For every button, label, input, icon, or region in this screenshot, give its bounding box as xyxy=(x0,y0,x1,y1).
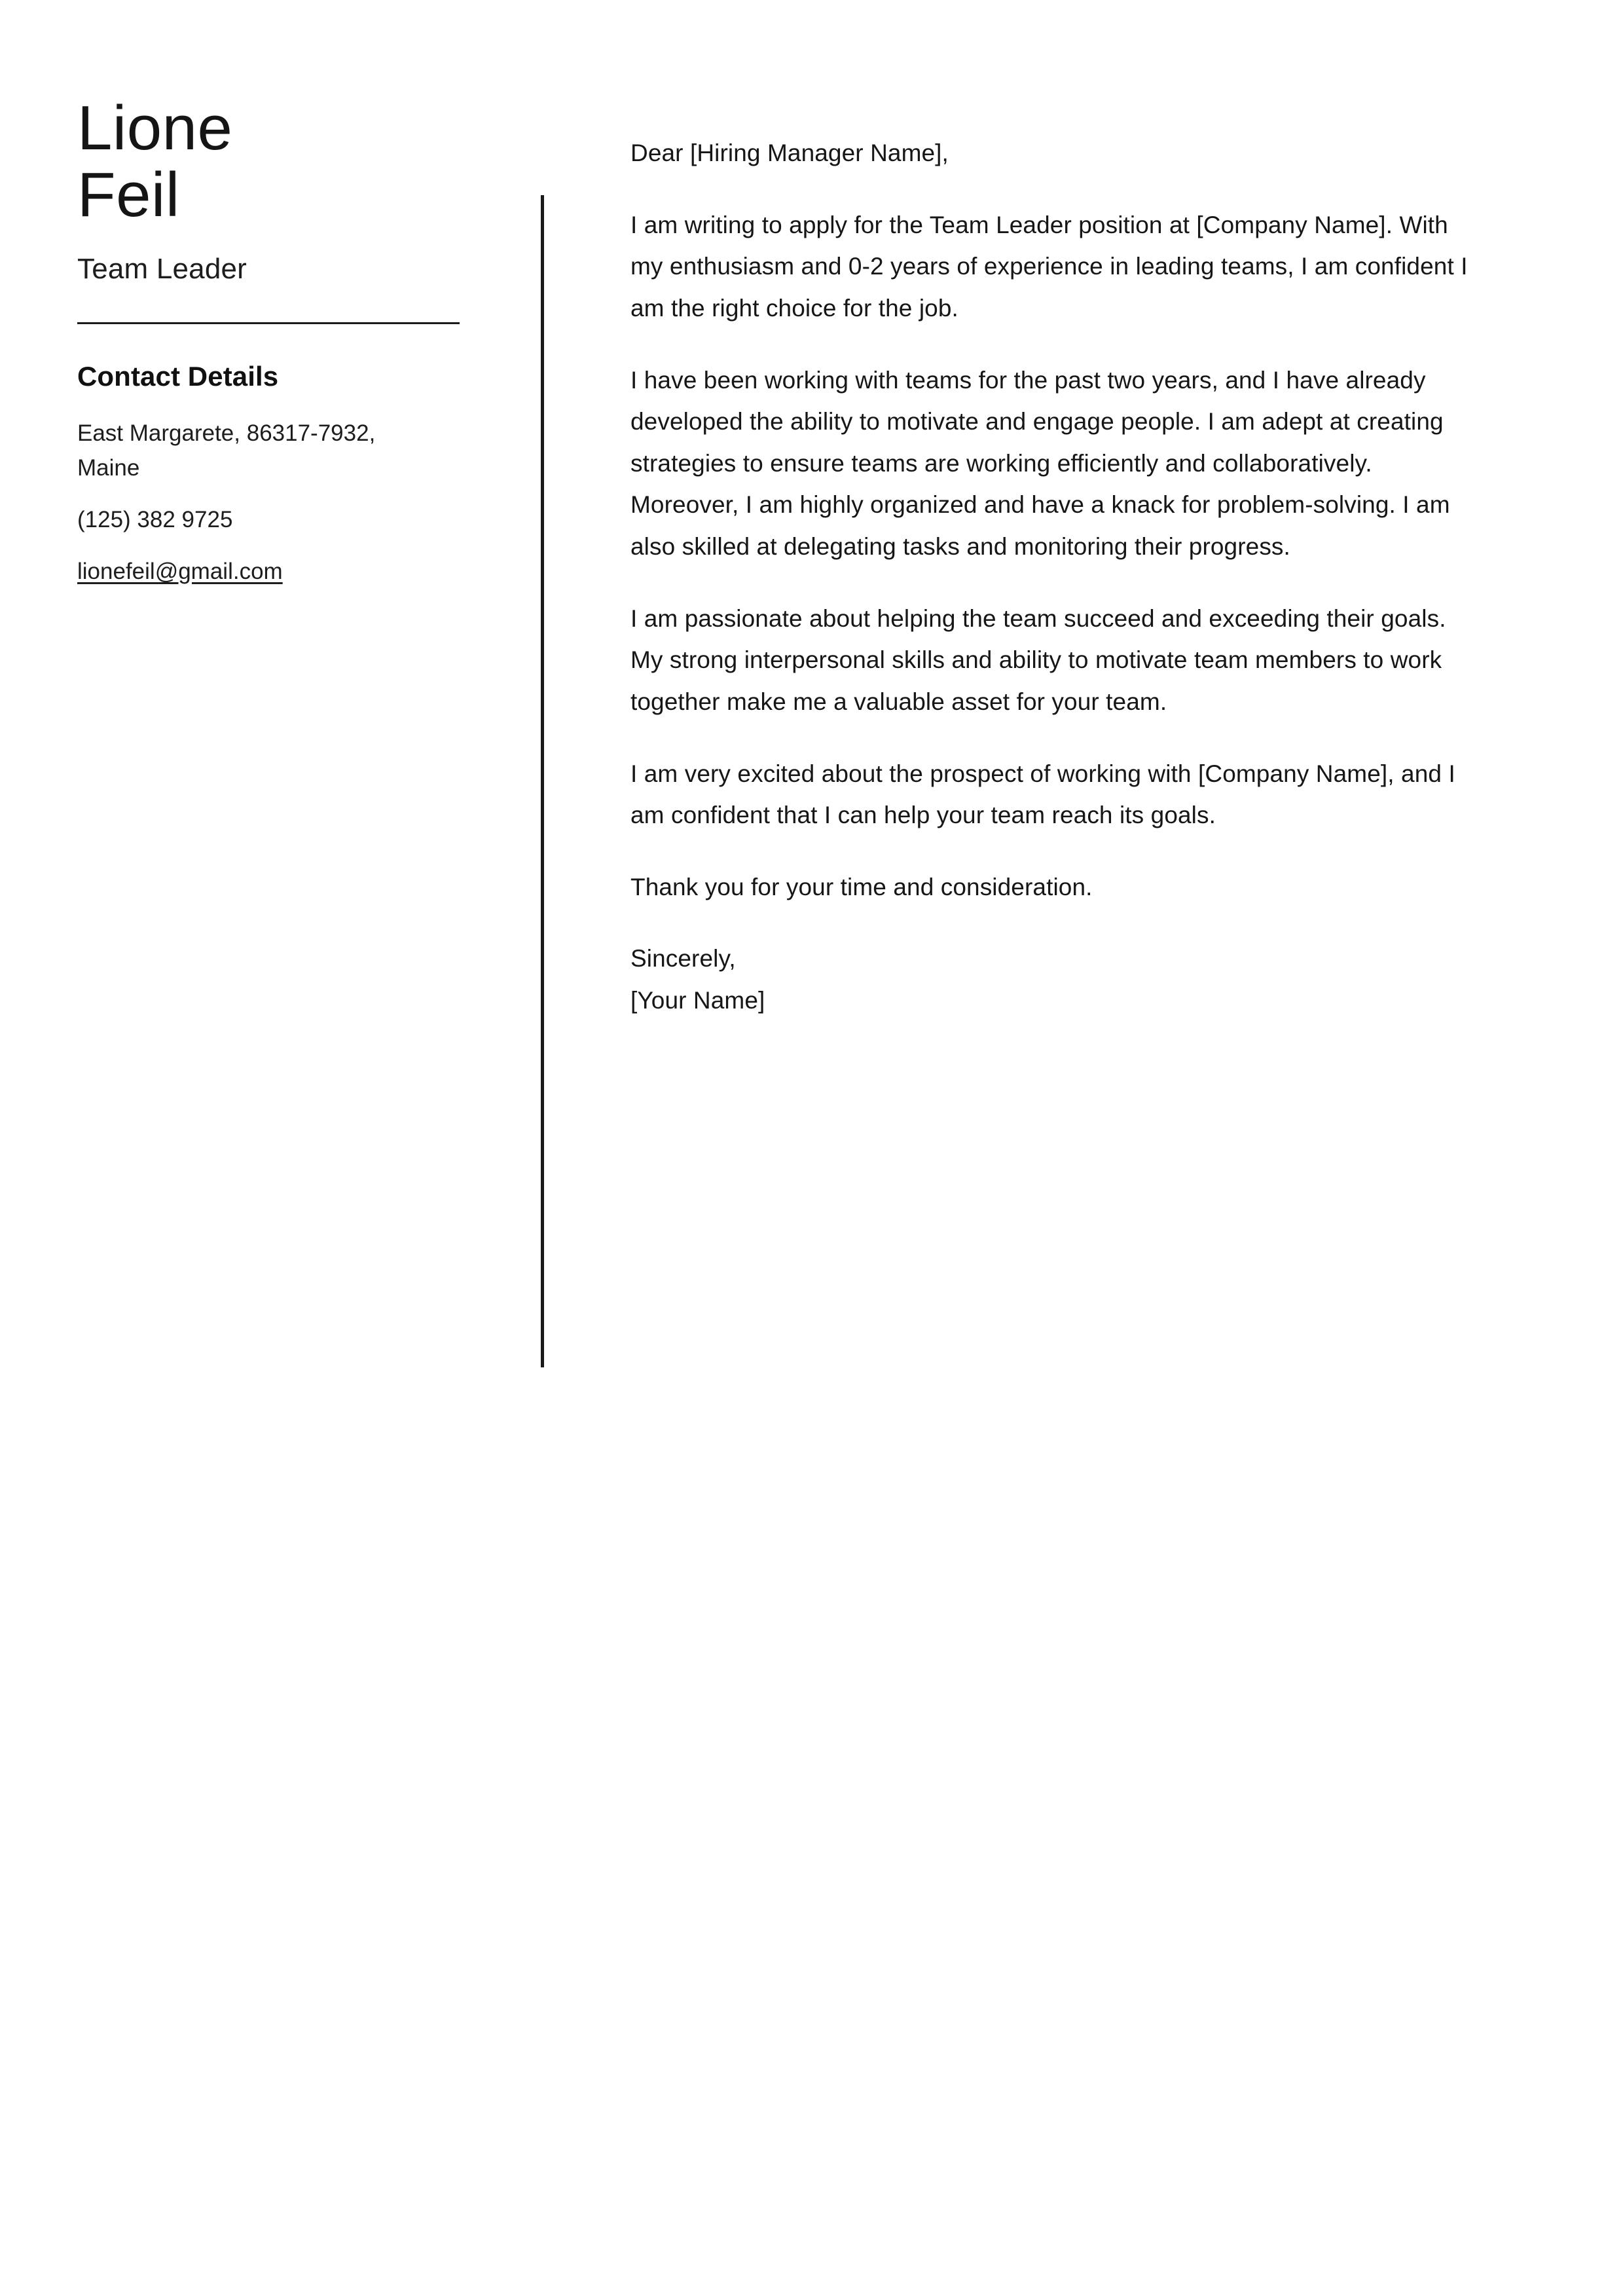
header-divider xyxy=(77,322,460,324)
first-name: Lione xyxy=(77,93,233,163)
contact-details-list xyxy=(77,416,509,606)
contact-address: East Margarete, 86317-7932, Maine xyxy=(77,420,376,481)
contact-details-heading: Contact Details xyxy=(77,360,279,392)
job-title: Team Leader xyxy=(77,252,247,285)
letter-paragraph-3: I am passionate about helping the team succeed and exceeding their goals. My strong interpersonal skills and ability to motivate team members to work together make me a valuable asset for your team. xyxy=(630,604,1446,715)
letter-closing: Sincerely, xyxy=(630,945,736,972)
letter-salutation: Dear [Hiring Manager Name], xyxy=(630,139,949,166)
letter-paragraph-2: I have been working with teams for the past two years, and I have already developed the ability to motivate and engage people. I am adept at creating strategies to ensure teams are working efficiently and collaboratively. Moreover, I am highly organized and have a knack for problem-solving. I am also skilled at delegating tasks and monitoring their progress. xyxy=(630,366,1450,560)
contact-email-link[interactable]: lionefeil@gmail.com xyxy=(77,559,283,585)
candidate-name xyxy=(77,93,509,231)
letter-paragraph-1: I am writing to apply for the Team Leader position at [Company Name]. With my enthusiasm and 0-2 years of experience in leading teams, I am confident I am the right choice for the job. xyxy=(630,211,1468,322)
sidebar xyxy=(77,85,536,2296)
letter-paragraph-5: Thank you for your time and consideration. xyxy=(630,873,1093,900)
last-name: Feil xyxy=(77,160,180,230)
letter-body xyxy=(544,85,1474,2296)
letter-paragraph-4: I am very excited about the prospect of working with [Company Name], and I am confident that I can help your team reach its goals. xyxy=(630,760,1455,829)
contact-phone: (125) 382 9725 xyxy=(77,506,233,532)
letter-signature: [Your Name] xyxy=(630,987,765,1014)
